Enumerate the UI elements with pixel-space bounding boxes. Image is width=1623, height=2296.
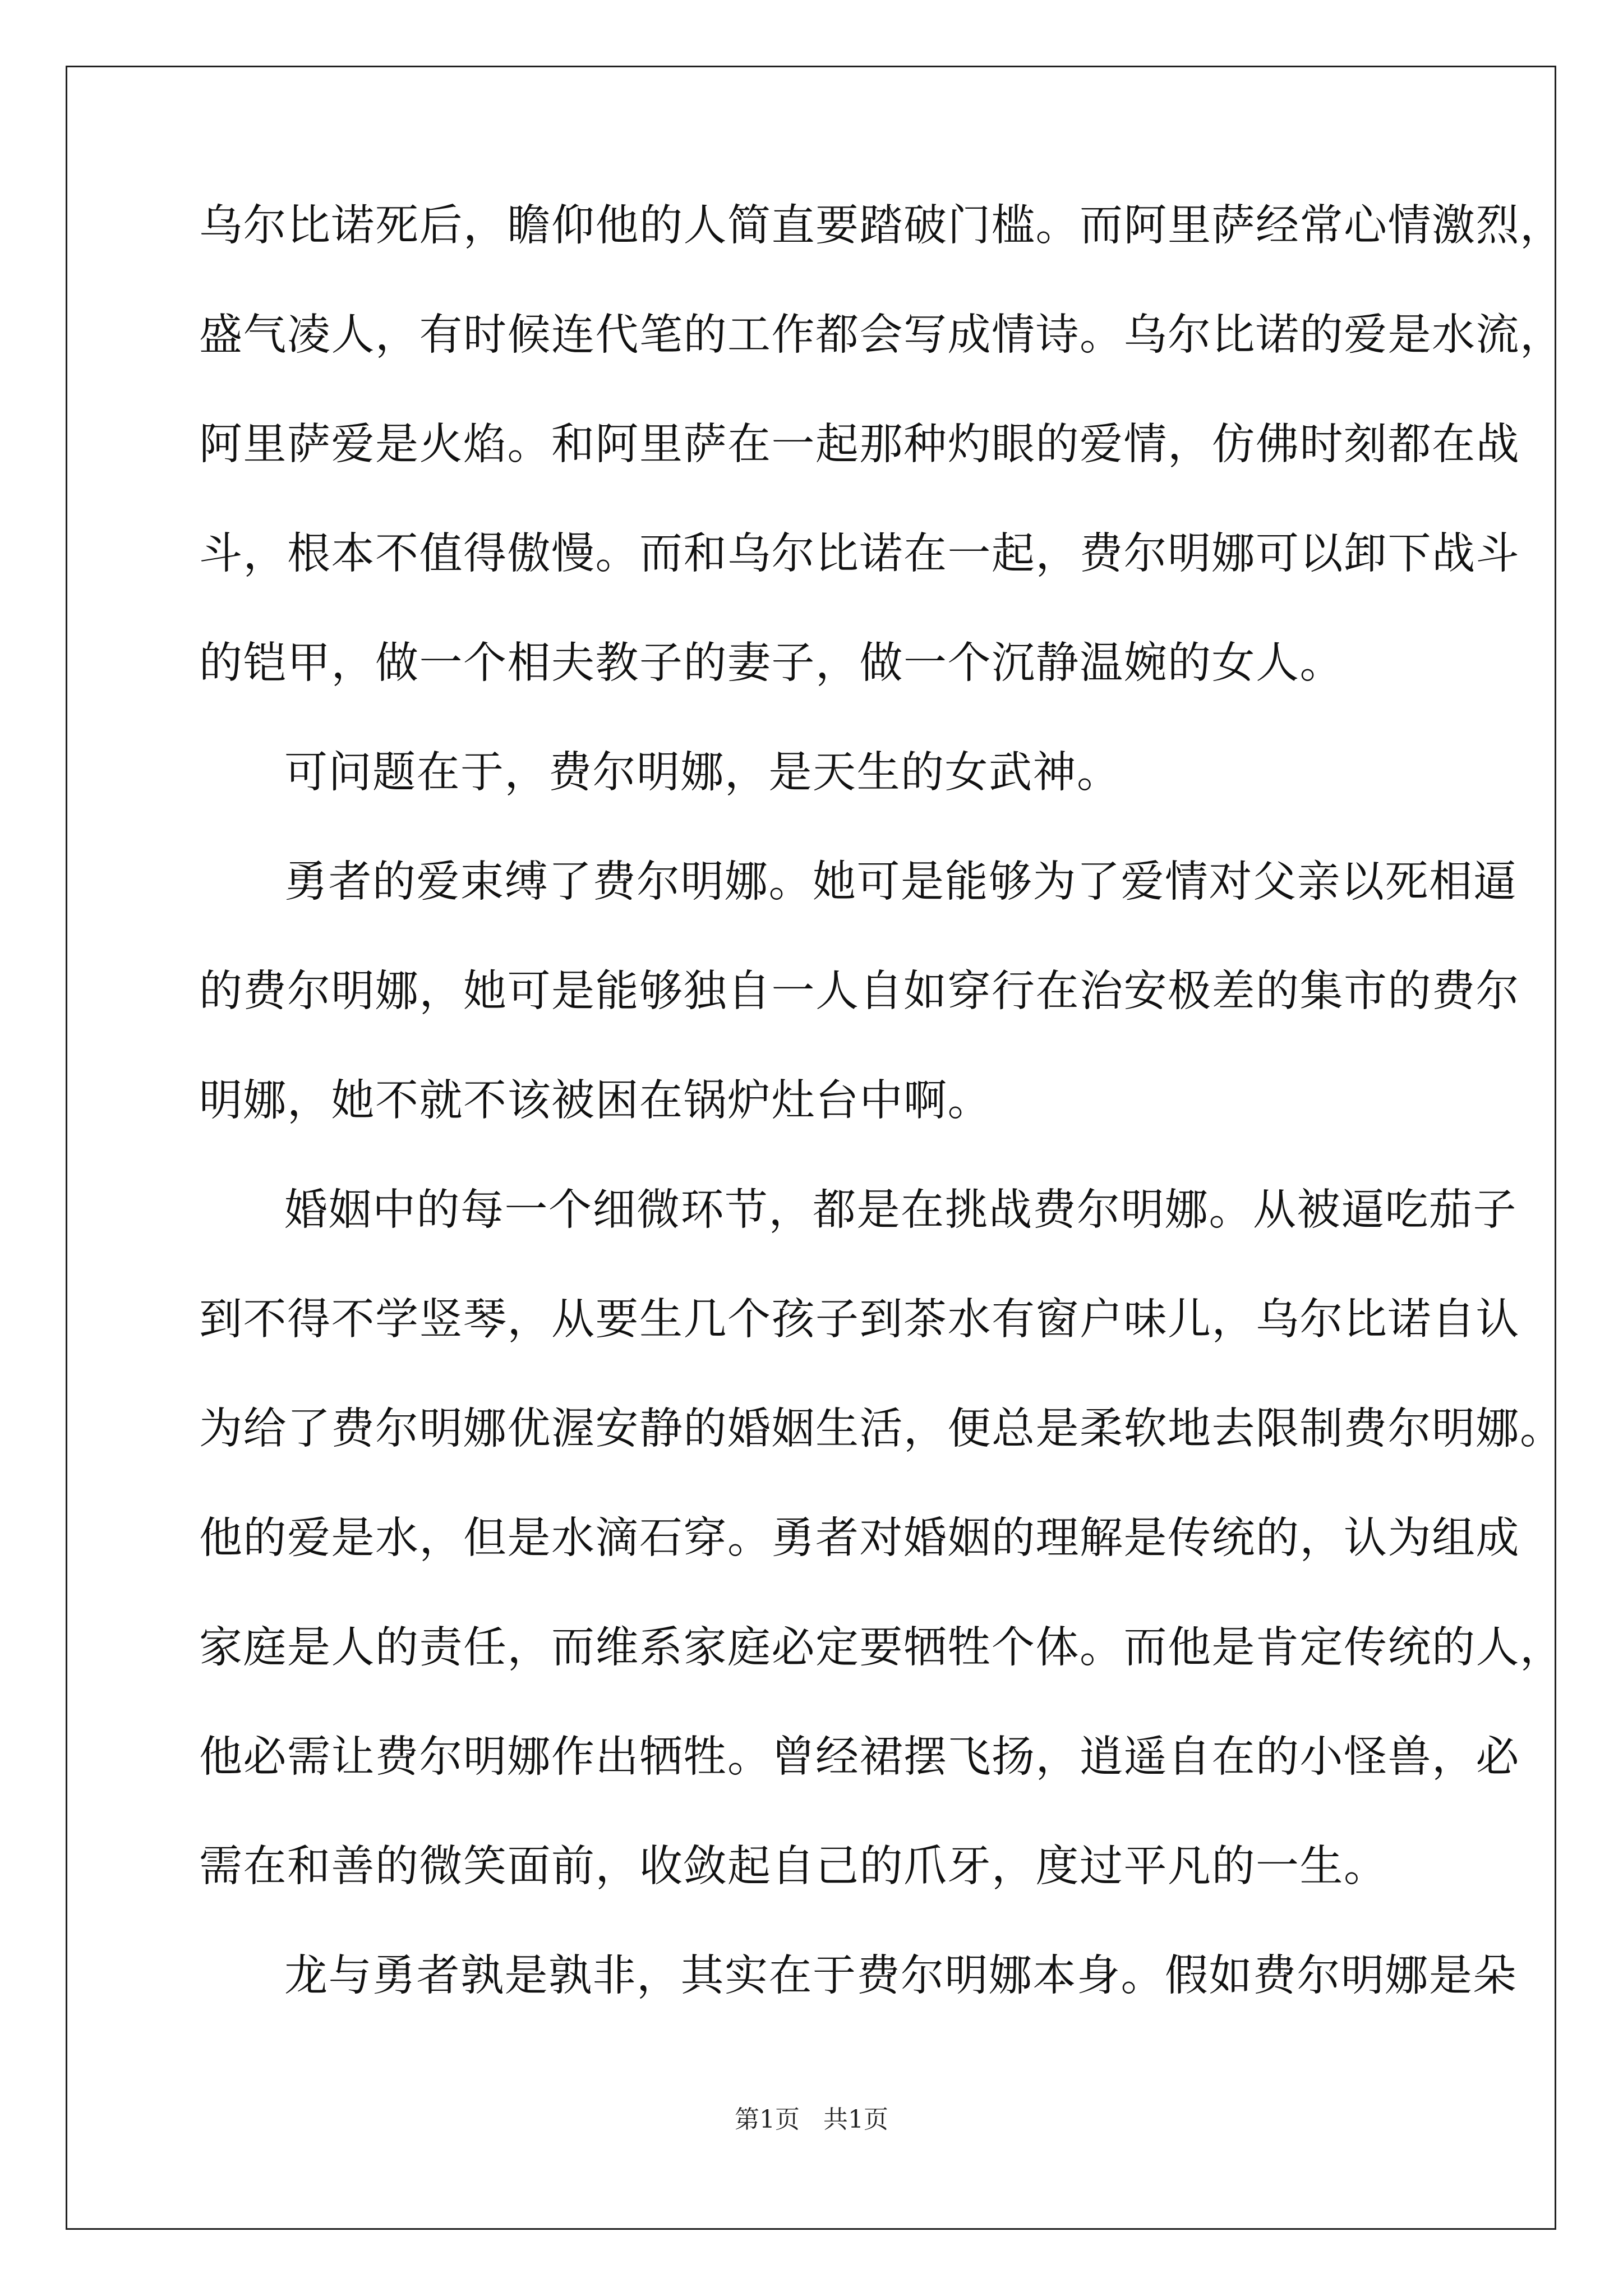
text-line: 勇者的爱束缚了费尔明娜。她可是能够为了爱情对父亲以死相逼 xyxy=(284,857,1517,907)
paragraph-1 xyxy=(199,171,1564,718)
text-line: 乌尔比诺死后，瞻仰他的人简直要踏破门槛。而阿里萨经常心情激烈， xyxy=(199,201,1564,251)
text-line: 他必需让费尔明娜作出牺牲。曾经裙摆飞扬，逍遥自在的小怪兽，必 xyxy=(199,1732,1520,1782)
text-line: 斗，根本不值得傲慢。而和乌尔比诺在一起，费尔明娜可以卸下战斗 xyxy=(199,529,1520,579)
text-line: 明娜，她不就不该被困在锅炉灶台中啊。 xyxy=(199,1076,992,1126)
paragraph-4-continued xyxy=(199,1265,1564,1921)
text-line: 的铠甲，做一个相夫教子的妻子，做一个沉静温婉的女人。 xyxy=(199,638,1344,688)
text-line: 龙与勇者孰是孰非，其实在于费尔明娜本身。假如费尔明娜是朵 xyxy=(284,1951,1517,2001)
paragraph-3-continued xyxy=(199,937,1520,1156)
text-line: 婚姻中的每一个细微环节，都是在挑战费尔明娜。从被逼吃茄子 xyxy=(284,1185,1517,1235)
text-line: 需在和善的微笑面前，收敛起自己的爪牙，度过平凡的一生。 xyxy=(199,1842,1388,1892)
paragraph-2 xyxy=(199,718,1433,827)
text-line: 为给了费尔明娜优渥安静的婚姻生活，便总是柔软地去限制费尔明娜。 xyxy=(199,1404,1564,1454)
paragraph-3 xyxy=(199,827,1517,937)
text-line: 家庭是人的责任，而维系家庭必定要牺牲个体。而他是肯定传统的人， xyxy=(199,1623,1564,1673)
text-line: 到不得不学竖琴，从要生几个孩子到茶水有窗户味儿，乌尔比诺自认 xyxy=(199,1295,1520,1345)
text-line: 盛气凌人，有时候连代笔的工作都会写成情诗。乌尔比诺的爱是水流， xyxy=(199,310,1564,360)
paragraph-4 xyxy=(199,1156,1517,1265)
page-number: 第1页 xyxy=(735,2105,800,2134)
document-body xyxy=(199,171,1564,2031)
text-line: 阿里萨爱是火焰。和阿里萨在一起那种灼眼的爱情，仿佛时刻都在战 xyxy=(199,420,1520,470)
page-footer xyxy=(0,2099,1623,2135)
text-line: 的费尔明娜，她可是能够独自一人自如穿行在治安极差的集市的费尔 xyxy=(199,967,1520,1016)
text-line: 他的爱是水，但是水滴石穿。勇者对婚姻的理解是传统的，认为组成 xyxy=(199,1513,1520,1563)
paragraph-5 xyxy=(199,1921,1517,2031)
page-count: 共1页 xyxy=(823,2105,888,2134)
text-line: 可问题在于，费尔明娜，是天生的女武神。 xyxy=(284,748,1121,798)
